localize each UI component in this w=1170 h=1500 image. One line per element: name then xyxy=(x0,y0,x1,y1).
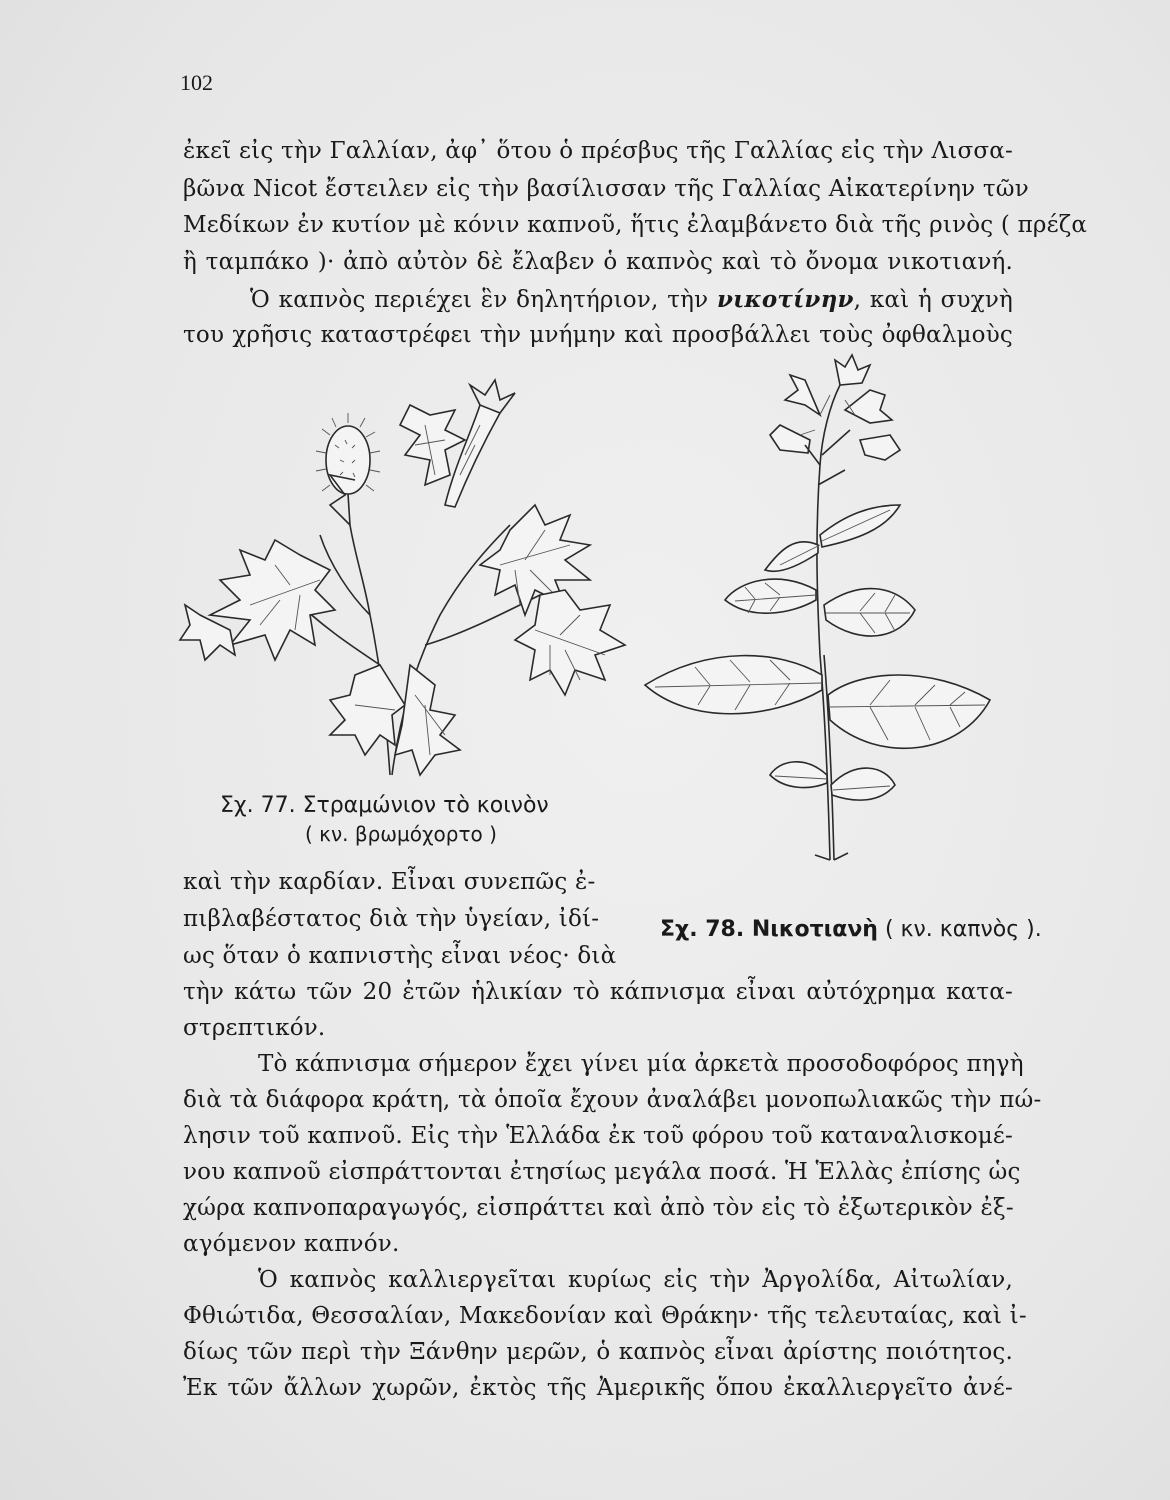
text-line xyxy=(250,288,1013,312)
figure-77-caption: Σχ. 77. Στραμώνιον τὸ κοινὸν xyxy=(220,793,549,818)
text-line: βῶνα Nicot ἔστειλεν εἰς τὴν βασίλισσαν τῆς Γαλλίας Αἰκατερίνην τῶν xyxy=(183,176,1029,202)
italic-term-nicotine: νικοτίνην xyxy=(716,286,854,313)
datura-stramonium-drawing xyxy=(180,365,650,785)
text-line: του χρῆσις καταστρέφει τὴν μνήμην καὶ προσβάλλει τοὺς ὀφθαλμοὺς xyxy=(183,322,1013,348)
text-line: Μεδίκων ἐν κυτίον μὲ κόνιν καπνοῦ, ἥτις ἐλαμβάνετο διὰ τῆς ρινὸς ( πρέζα xyxy=(183,212,1088,238)
text-line: Ἐκ τῶν ἄλλων χωρῶν, ἐκτὸς τῆς Ἀμερικῆς ὅπου ἐκαλλιεργεῖτο ἀνέ- xyxy=(183,1375,1013,1401)
text-line: ως ὅταν ὁ καπνιστὴς εἶναι νέος· διὰ xyxy=(183,943,617,969)
text-line: Τὸ κάπνισμα σήμερον ἔχει γίνει μία ἀρκετὰ προσοδοφόρος πηγὴ xyxy=(258,1051,1024,1077)
text-line: πιβλαβέστατος διὰ τὴν ὑγείαν, ἰδί- xyxy=(183,906,600,932)
figure-78-caption xyxy=(660,917,1042,942)
text-run: , καὶ ἡ συχνὴ xyxy=(853,287,1013,313)
figure-78-caption-title: Σχ. 78. Νικοτιανὴ xyxy=(660,917,878,942)
text-line: καὶ τὴν καρδίαν. Εἶναι συνεπῶς ἐ- xyxy=(183,869,596,895)
text-line: τὴν κάτω τῶν 20 ἐτῶν ἡλικίαν τὸ κάπνισμα εἶναι αὐτόχρημα κατα- xyxy=(183,979,1013,1005)
text-line: δίως τῶν περὶ τὴν Ξάνθην μερῶν, ὁ καπνὸς εἶναι ἀρίστης ποιότητος. xyxy=(183,1339,1013,1365)
text-line: Φθιώτιδα, Θεσσαλίαν, Μακεδονίαν καὶ Θράκην· τῆς τελευταίας, καὶ ἰ- xyxy=(183,1303,1027,1329)
text-line: λησιν τοῦ καπνοῦ. Εἰς τὴν Ἑλλάδα ἐκ τοῦ φόρου τοῦ καταναλισκομέ- xyxy=(183,1123,1013,1149)
nicotiana-tobacco-drawing xyxy=(630,355,1020,865)
text-line: ἐκεῖ εἰς τὴν Γαλλίαν, ἀφ᾿ ὅτου ὁ πρέσβυς τῆς Γαλλίας εἰς τὴν Λισσα- xyxy=(183,138,1013,164)
text-line: Ὁ καπνὸς καλλιεργεῖται κυρίως εἰς τὴν Ἀργολίδα, Αἰτωλίαν, xyxy=(258,1267,1013,1293)
figure-77-subcaption: ( κν. βρωμόχορτο ) xyxy=(305,822,497,846)
text-line: νου καπνοῦ εἰσπράττονται ἐτησίως μεγάλα ποσά. Ἡ Ἑλλὰς ἐπίσης ὡς xyxy=(183,1159,1021,1185)
text-run: Ὁ καπνὸς περιέχει ἓν δηλητήριον, τὴν xyxy=(250,287,717,313)
text-line: ἢ ταμπάκο )· ἀπὸ αὐτὸν δὲ ἔλαβεν ὁ καπνὸς καὶ τὸ ὄνομα νικοτιανή. xyxy=(183,249,1013,275)
text-line: αγόμενον καπνόν. xyxy=(183,1231,400,1257)
text-line: διὰ τὰ διάφορα κράτη, τὰ ὁποῖα ἔχουν ἀναλάβει μονοπωλιακῶς τὴν πώ- xyxy=(183,1087,1042,1113)
text-line: χώρα καπνοπαραγωγός, εἰσπράττει καὶ ἀπὸ τὸν εἰς τὸ ἐξωτερικὸν ἐξ- xyxy=(183,1195,1014,1221)
text-line: στρεπτικόν. xyxy=(183,1015,326,1041)
figure-78-caption-rest: ( κν. καπνὸς ). xyxy=(877,917,1042,942)
page-number: 102 xyxy=(180,70,213,95)
